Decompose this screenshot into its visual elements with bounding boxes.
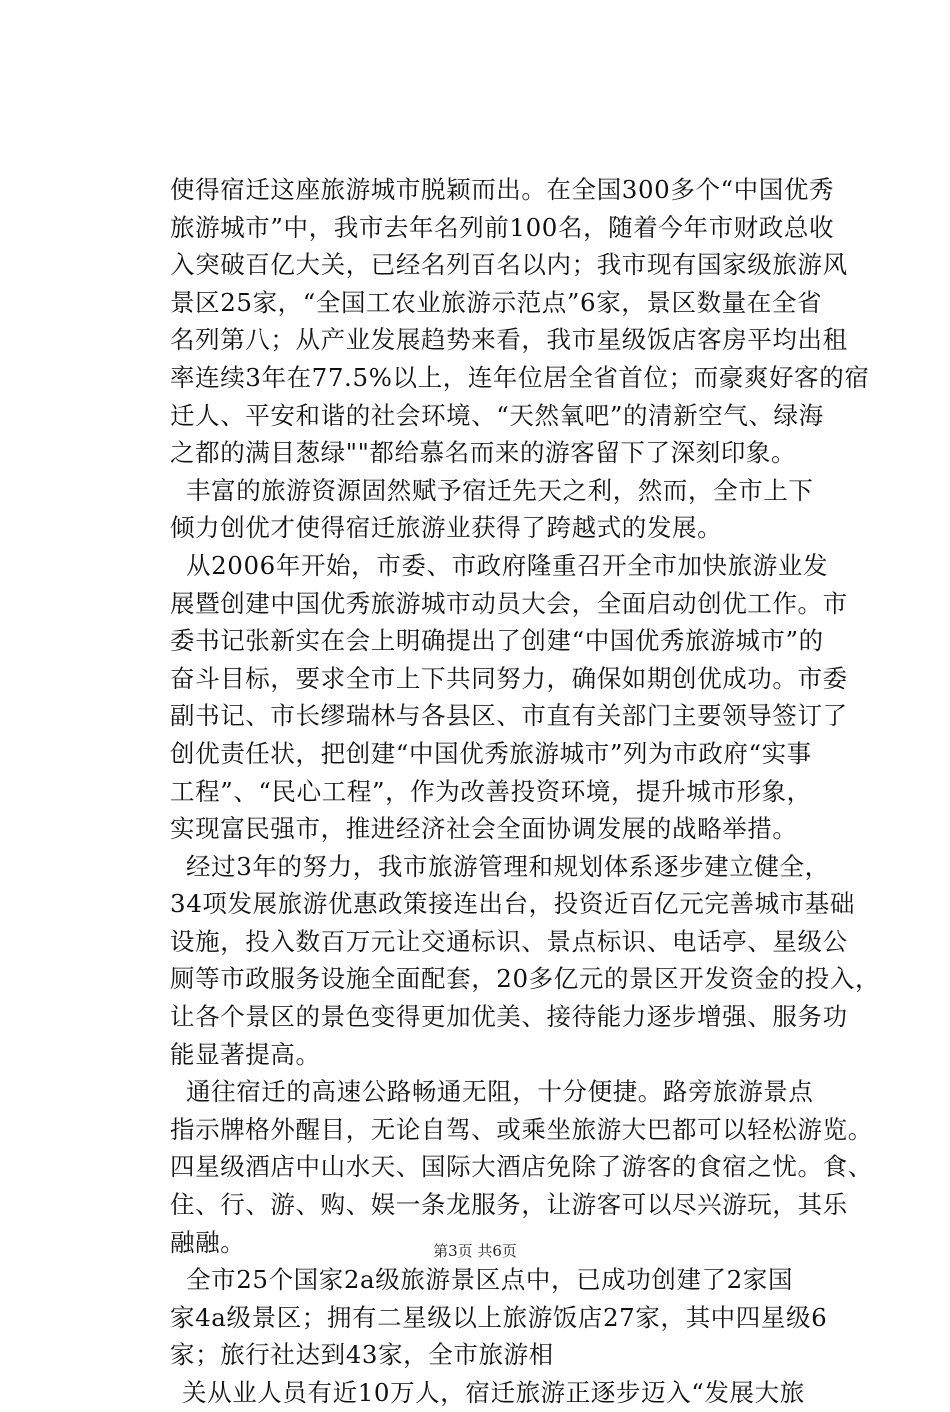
text-line: 副书记、市长缪瑞林与各县区、市直有关部门主要领导签订了 bbox=[170, 701, 848, 731]
text-line: 住、行、游、购、娱一条龙服务，让游客可以尽兴游玩，其乐 bbox=[170, 1190, 848, 1220]
paragraph-start-line: 丰富的旅游资源固然赋予宿迁先天之利，然而，全市上下 bbox=[186, 475, 814, 505]
text-line: 使得宿迁这座旅游城市脱颖而出。在全国300多个“中国优秀 bbox=[170, 175, 835, 204]
page-number-footer: 第3页 共6页 bbox=[433, 1242, 517, 1260]
text-line: 旅游城市”中，我市去年名列前100名，随着今年市财政总收 bbox=[170, 212, 835, 242]
paragraph-start-line: 全市25个国家2a级旅游景区点中，已成功创建了2家国 bbox=[186, 1265, 794, 1295]
text-line: 创优责任状，把创建“中国优秀旅游城市”列为市政府“实事 bbox=[170, 738, 812, 768]
paragraph-start-line: 经过3年的努力，我市旅游管理和规划体系逐步建立健全， bbox=[186, 851, 830, 881]
text-line: 委书记张新实在会上明确提出了创建“中国优秀旅游城市”的 bbox=[170, 626, 824, 656]
text-line: 家；旅行社达到43家，全市旅游相 bbox=[170, 1340, 554, 1370]
text-line: 迁人、平安和谐的社会环境、“天然氧吧”的清新空气、绿海 bbox=[170, 400, 824, 430]
paragraph-start-line: 关从业人员有近10万人，宿迁旅游正逐步迈入“发展大旅 bbox=[182, 1378, 805, 1407]
text-line: 入突破百亿大关，已经名列百名以内；我市现有国家级旅游风 bbox=[170, 250, 848, 280]
text-line: 让各个景区的景色变得更加优美、接待能力逐步增强、服务功 bbox=[170, 1002, 848, 1032]
text-line: 指示牌格外醒目，无论自驾、或乘坐旅游大巴都可以轻松游览。 bbox=[170, 1114, 873, 1144]
text-line: 奋斗目标，要求全市上下共同努力，确保如期创优成功。市委 bbox=[170, 663, 848, 693]
text-line: 厕等市政服务设施全面配套，20多亿元的景区开发资金的投入， bbox=[170, 964, 881, 994]
text-line: 融融。 bbox=[170, 1227, 246, 1257]
text-line: 设施，投入数百万元让交通标识、景点标识、电话亭、星级公 bbox=[170, 926, 848, 956]
text-line: 倾力创优才使得宿迁旅游业获得了跨越式的发展。 bbox=[170, 513, 723, 543]
text-line: 工程”、“民心工程”，作为改善投资环境，提升城市形象， bbox=[170, 776, 812, 806]
document-body bbox=[170, 171, 881, 1412]
text-line: 名列第八；从产业发展趋势来看，我市星级饭店客房平均出租 bbox=[170, 325, 848, 355]
text-line: 之都的满目葱绿""都给慕名而来的游客留下了深刻印象。 bbox=[170, 438, 797, 468]
text-line: 景区25家，“全国工农业旅游示范点”6家，景区数量在全省 bbox=[170, 287, 823, 317]
text-line: 展暨创建中国优秀旅游城市动员大会，全面启动创优工作。市 bbox=[170, 588, 848, 618]
text-line: 率连续3年在77.5%以上，连年位居全省首位；而豪爽好客的宿 bbox=[170, 362, 870, 392]
text-line: 能显著提高。 bbox=[170, 1039, 321, 1069]
text-line: 34项发展旅游优惠政策接连出台，投资近百亿元完善城市基础 bbox=[170, 889, 855, 919]
paragraph-start-line: 通往宿迁的高速公路畅通无阻，十分便捷。路旁旅游景点 bbox=[186, 1077, 814, 1107]
text-line: 实现富民强市，推进经济社会全面协调发展的战略举措。 bbox=[170, 814, 798, 844]
text-line: 四星级酒店中山水天、国际大酒店免除了游客的食宿之忧。食、 bbox=[170, 1152, 873, 1182]
text-line: 家4a级景区；拥有二星级以上旅游饭店27家，其中四星级6 bbox=[170, 1302, 828, 1332]
paragraph-start-line: 从2006年开始，市委、市政府隆重召开全市加快旅游业发 bbox=[186, 550, 829, 580]
